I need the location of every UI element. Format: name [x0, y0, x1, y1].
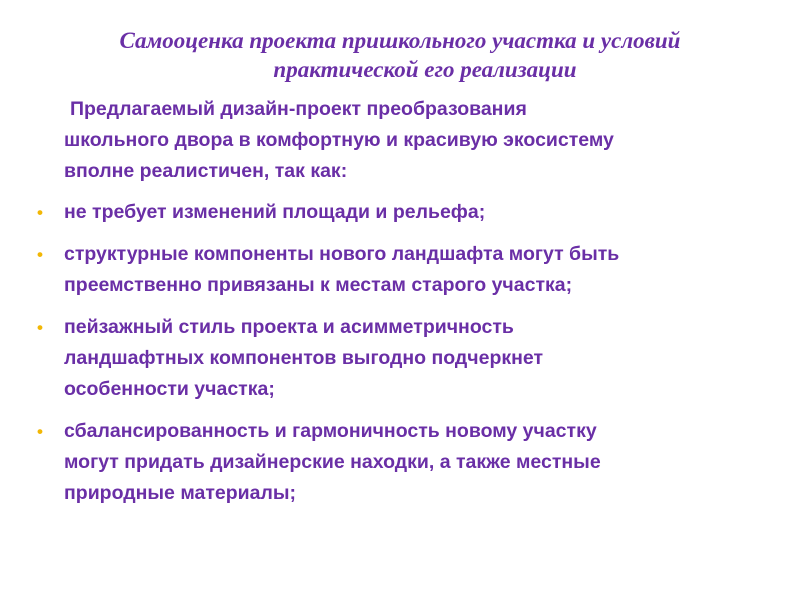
intro-line: школьного двора в комфортную и красивую экосистему [64, 129, 614, 151]
bullet-item [37, 239, 774, 301]
bullet-icon: • [37, 245, 43, 264]
slide-title [40, 26, 760, 84]
intro-paragraph [64, 94, 764, 187]
bullet-line: могут придать дизайнерские находки, а также местные [64, 451, 601, 473]
slide-body [0, 94, 800, 520]
bullet-item [37, 416, 774, 509]
bullet-icon: • [37, 422, 43, 441]
bullet-line: не требует изменений площади и рельефа; [64, 201, 486, 223]
bullet-line: сбалансированность и гармоничность новому участку [64, 420, 597, 442]
title-line: Самооценка проекта пришкольного участка и условий [119, 28, 681, 53]
bullet-icon: • [37, 203, 43, 222]
bullet-item [37, 197, 774, 228]
bullet-line: преемственно привязаны к местам старого участка; [64, 274, 573, 296]
title-line: практической его реализации [273, 57, 577, 82]
bullet-line: природные материалы; [64, 482, 297, 504]
bullet-line: ландшафтных компонентов выгодно подчеркнет [64, 347, 544, 369]
bullet-line: пейзажный стиль проекта и асимметричность [64, 316, 514, 338]
bullet-icon: • [37, 318, 43, 337]
bullet-item [37, 312, 774, 405]
bullet-line: структурные компоненты нового ландшафта могут быть [64, 243, 620, 265]
intro-line: вполне реалистичен, так как: [64, 160, 348, 182]
bullet-line: особенности участка; [64, 378, 275, 400]
bullet-list [0, 197, 800, 509]
intro-line: Предлагаемый дизайн-проект преобразования [70, 98, 527, 120]
